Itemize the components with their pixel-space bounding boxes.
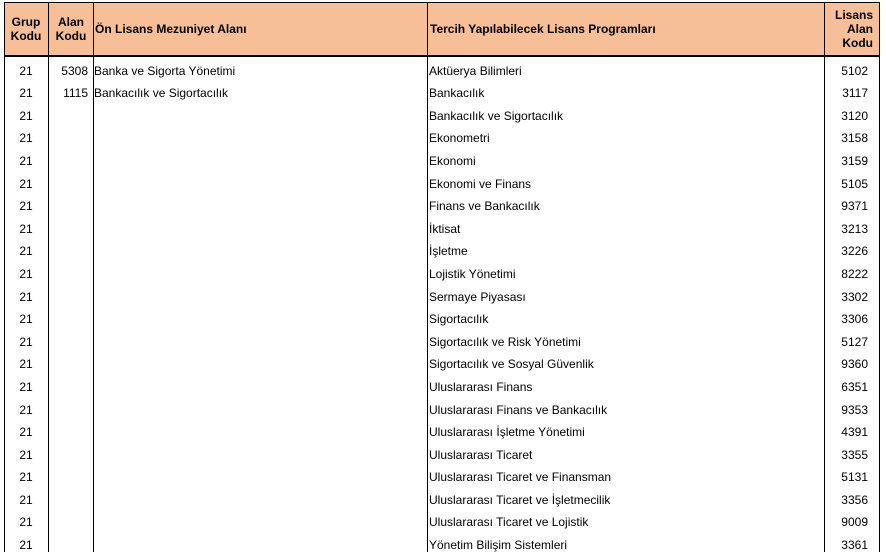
header-grup-line2: Kodu [10, 29, 42, 43]
table-row [4, 531, 880, 554]
cell-grup-kodu: 21 [19, 334, 33, 349]
cell-grup-kodu: 21 [19, 515, 33, 530]
cell-alan-kodu [48, 373, 92, 396]
cell-alan-kodu [48, 102, 92, 125]
cell-grup-kodu: 21 [19, 63, 33, 78]
table-row [4, 102, 880, 125]
table-row [4, 260, 880, 283]
cell-alan-kodu [48, 419, 92, 442]
cell-alan-kodu [48, 147, 92, 170]
table-row [4, 486, 880, 509]
cell-alan-kodu [48, 260, 92, 283]
cell-alan-kodu [48, 125, 92, 148]
cell-on-lisans [94, 215, 424, 238]
cell-grup-kodu: 21 [19, 425, 33, 440]
cell-alan-kodu [48, 215, 92, 238]
cell-on-lisans [94, 373, 424, 396]
cell-grup-kodu: 21 [19, 86, 33, 101]
cell-alan-kodu [48, 193, 92, 216]
cell-grup-kodu: 21 [19, 312, 33, 327]
table-header [4, 2, 880, 57]
cell-alan-kodu [48, 283, 92, 306]
cell-on-lisans [94, 170, 424, 193]
cell-alan-kodu [48, 509, 92, 532]
table-row [4, 509, 880, 532]
cell-on-lisans [94, 238, 424, 261]
cell-alan-kodu [48, 170, 92, 193]
cell-lisans-alan-kodu: 3356 [841, 492, 868, 507]
cell-grup-kodu: 21 [19, 266, 33, 281]
header-alan-line1: Alan [57, 15, 84, 29]
cell-program: Ekonomi ve Finans [429, 176, 532, 191]
header-alan-line2: Kodu [55, 29, 87, 43]
cell-program: Bankacılık ve Sigortacılık [429, 108, 564, 123]
header-tercih-label: Tercih Yapılabilecek Lisans Programları [430, 22, 656, 36]
header-grup-kodu [4, 3, 48, 55]
cell-grup-kodu: 21 [19, 131, 33, 146]
cell-lisans-alan-kodu: 3302 [841, 289, 868, 304]
cell-lisans-alan-kodu: 9009 [841, 515, 868, 530]
cell-lisans-alan-kodu: 8222 [841, 266, 868, 281]
cell-program: Uluslararası Ticaret [429, 447, 533, 462]
header-lisans-alan-kodu [826, 3, 873, 55]
table-row [4, 464, 880, 487]
table-row [4, 441, 880, 464]
cell-lisans-alan-kodu: 5127 [841, 334, 868, 349]
cell-lisans-alan-kodu: 4391 [841, 425, 868, 440]
cell-grup-kodu: 21 [19, 379, 33, 394]
cell-program: Bankacılık [429, 86, 485, 101]
cell-program: Uluslararası Ticaret ve İşletmecilik [429, 492, 611, 507]
header-lisans-line1: Lisans [834, 8, 873, 22]
cell-on-lisans [94, 328, 424, 351]
cell-program: Sigortacılık ve Sosyal Güvenlik [429, 357, 594, 372]
header-lisans-line2: Alan [846, 22, 873, 36]
table-row [4, 306, 880, 329]
cell-alan-kodu: 5308 [61, 63, 88, 78]
cell-grup-kodu: 21 [19, 402, 33, 417]
cell-on-lisans [94, 102, 424, 125]
table-row [4, 215, 880, 238]
cell-program: Ekonometri [429, 131, 490, 146]
cell-grup-kodu: 21 [19, 357, 33, 372]
cell-on-lisans: Banka ve Sigorta Yönetimi [94, 63, 236, 78]
cell-program: Sigortacılık [429, 312, 489, 327]
cell-on-lisans [94, 441, 424, 464]
cell-grup-kodu: 21 [19, 470, 33, 485]
cell-grup-kodu: 21 [19, 108, 33, 123]
cell-on-lisans [94, 283, 424, 306]
cell-alan-kodu: 1115 [63, 86, 88, 101]
cell-grup-kodu: 21 [19, 244, 33, 259]
cell-program: Uluslararası Finans [429, 379, 533, 394]
cell-program: Aktüerya Bilimleri [429, 63, 522, 78]
cell-grup-kodu: 21 [19, 538, 33, 553]
cell-lisans-alan-kodu: 5105 [841, 176, 868, 191]
cell-program: İşletme [429, 244, 468, 259]
cell-lisans-alan-kodu: 3361 [841, 538, 868, 553]
cell-lisans-alan-kodu: 3117 [842, 86, 868, 101]
cell-lisans-alan-kodu: 3306 [841, 312, 868, 327]
cell-on-lisans [94, 306, 424, 329]
header-on-lisans-label: Ön Lisans Mezuniyet Alanı [95, 22, 247, 36]
cell-program: Uluslararası Finans ve Bankacılık [429, 402, 608, 417]
cell-program: Sigortacılık ve Risk Yönetimi [429, 334, 581, 349]
table-row [4, 57, 880, 80]
cell-lisans-alan-kodu: 3213 [841, 221, 868, 236]
cell-on-lisans [94, 419, 424, 442]
cell-alan-kodu [48, 464, 92, 487]
cell-alan-kodu [48, 306, 92, 329]
cell-lisans-alan-kodu: 3159 [841, 153, 868, 168]
cell-grup-kodu: 21 [19, 199, 33, 214]
cell-on-lisans [94, 509, 424, 532]
table-row [4, 125, 880, 148]
cell-lisans-alan-kodu: 9371 [841, 199, 868, 214]
cell-on-lisans [94, 486, 424, 509]
table-row [4, 238, 880, 261]
cell-program: Ekonomi [429, 153, 476, 168]
header-alan-kodu [48, 3, 94, 55]
cell-alan-kodu [48, 351, 92, 374]
cell-on-lisans [94, 396, 424, 419]
program-table [4, 2, 880, 554]
table-row [4, 193, 880, 216]
cell-program: İktisat [429, 221, 461, 236]
cell-lisans-alan-kodu: 3355 [841, 447, 868, 462]
header-lisans-line3: Kodu [842, 36, 873, 50]
cell-program: Yönetim Bilişim Sistemleri [429, 538, 568, 553]
cell-program: Finans ve Bankacılık [429, 199, 540, 214]
cell-grup-kodu: 21 [19, 289, 33, 304]
cell-program: Uluslararası İşletme Yönetimi [429, 425, 585, 440]
table-body [4, 57, 880, 554]
table-row [4, 373, 880, 396]
table-row [4, 170, 880, 193]
cell-alan-kodu [48, 238, 92, 261]
cell-alan-kodu [48, 531, 92, 554]
cell-alan-kodu [48, 396, 92, 419]
cell-grup-kodu: 21 [19, 153, 33, 168]
table-row [4, 351, 880, 374]
cell-lisans-alan-kodu: 9360 [841, 357, 868, 372]
cell-on-lisans: Bankacılık ve Sigortacılık [94, 86, 229, 101]
cell-lisans-alan-kodu: 3158 [841, 131, 868, 146]
cell-on-lisans [94, 147, 424, 170]
cell-program: Sermaye Piyasası [429, 289, 526, 304]
cell-grup-kodu: 21 [19, 221, 33, 236]
header-grup-line1: Grup [11, 15, 41, 29]
cell-program: Lojistik Yönetimi [429, 266, 516, 281]
cell-on-lisans [94, 531, 424, 554]
cell-lisans-alan-kodu: 5131 [841, 470, 868, 485]
cell-on-lisans [94, 260, 424, 283]
cell-lisans-alan-kodu: 5102 [841, 63, 868, 78]
cell-on-lisans [94, 351, 424, 374]
cell-grup-kodu: 21 [19, 176, 33, 191]
table-row [4, 80, 880, 103]
table-row [4, 419, 880, 442]
cell-grup-kodu: 21 [19, 447, 33, 462]
table-row [4, 147, 880, 170]
cell-program: Uluslararası Ticaret ve Finansman [429, 470, 612, 485]
cell-on-lisans [94, 125, 424, 148]
cell-alan-kodu [48, 441, 92, 464]
table-row [4, 396, 880, 419]
cell-grup-kodu: 21 [19, 492, 33, 507]
cell-program: Uluslararası Ticaret ve Lojistik [429, 515, 589, 530]
cell-alan-kodu [48, 328, 92, 351]
cell-lisans-alan-kodu: 3226 [841, 244, 868, 259]
cell-lisans-alan-kodu: 6351 [841, 379, 868, 394]
header-on-lisans [95, 3, 425, 55]
cell-lisans-alan-kodu: 9353 [841, 402, 868, 417]
table-row [4, 283, 880, 306]
cell-alan-kodu [48, 486, 92, 509]
cell-on-lisans [94, 193, 424, 216]
cell-on-lisans [94, 464, 424, 487]
table-row [4, 328, 880, 351]
cell-lisans-alan-kodu: 3120 [841, 108, 868, 123]
header-tercih [430, 3, 820, 55]
